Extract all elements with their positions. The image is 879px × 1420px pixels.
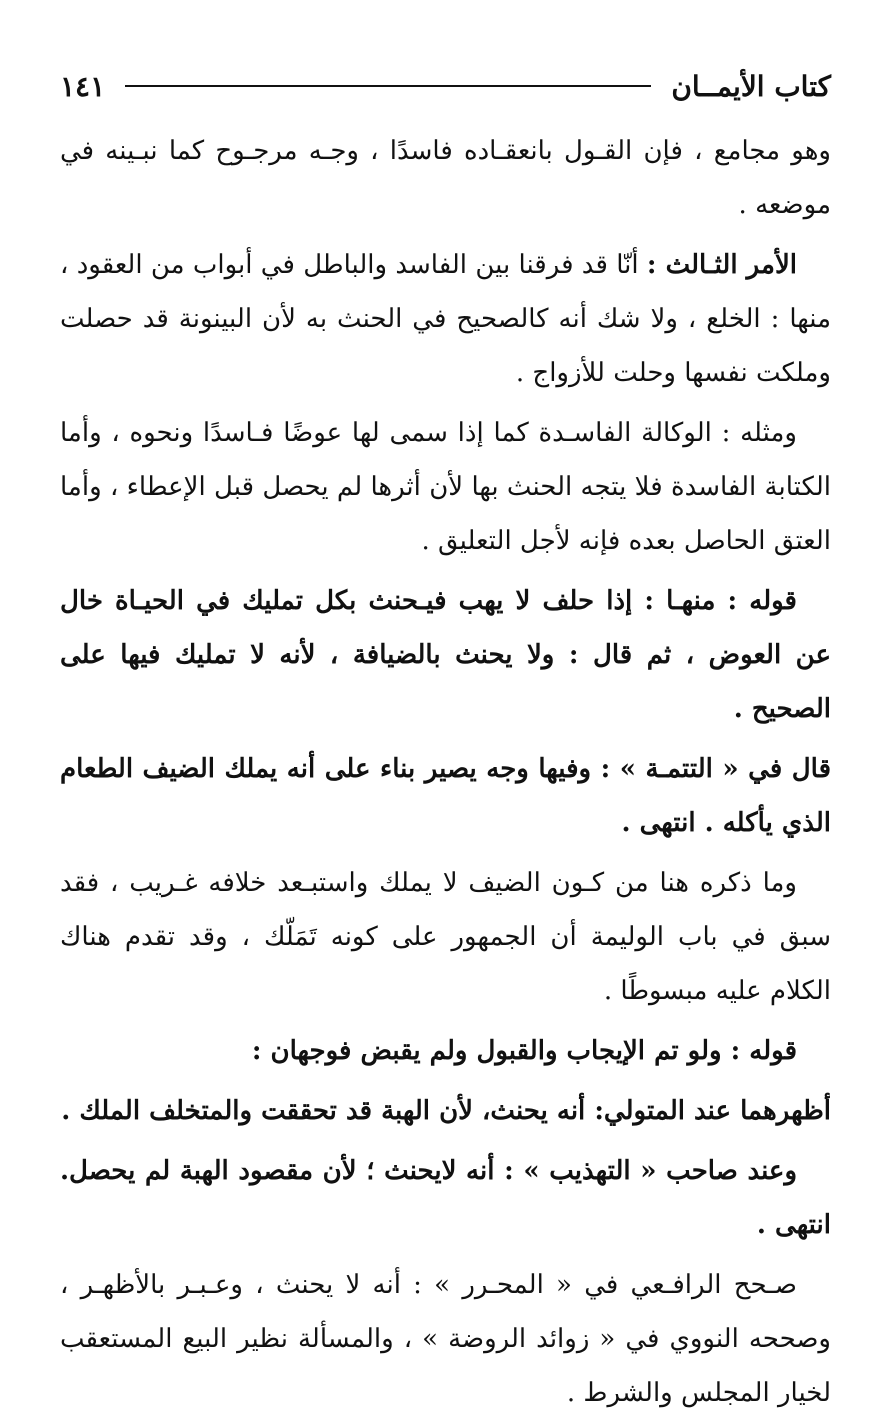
paragraph-6 (60, 856, 831, 1018)
paragraph-text: صـحح الرافـعي في « المحـرر » : أنه لا يحنث ، وعـبـر بالأظهـر ، وصححه النووي في « زوائد الروضة » ، والمسألة نظير البيع المستعقب لخيار المجلس والشرط . (60, 1270, 831, 1408)
paragraph-text: ومثله : الوكالة الفاسـدة كما إذا سمى لها عوضًا فـاسدًا ونحوه ، وأما الكتابة الفاسدة فلا يتجه الحنث بها لأن أثرها لم يحصل قبل الإعطاء ، وأما العتق الحاصل بعده فإنه لأجل التعليق . (60, 418, 831, 556)
paragraph-4 (60, 574, 831, 736)
page-number: ١٤١ (60, 69, 106, 103)
paragraph-text: قال في « التتمـة » : وفيها وجه يصير بناء على أنه يملك الضيف الطعام الذي يأكله . انتهى . (60, 754, 831, 838)
paragraph-text: قوله : منهـا : إذا حلف لا يهب فيـحنث بكل تمليك في الحيـاة خال عن العوض ، ثم قال : ولا يحنث بالضيافة ، لأنه لا تمليك فيها على الصحيح . (60, 586, 831, 724)
paragraph-8 (60, 1084, 831, 1138)
paragraph-text: قوله : ولو تم الإيجاب والقبول ولم يقبض فوجهان : (251, 1036, 797, 1066)
paragraph-text: وعند صاحب « التهذيب » : أنه لايحنث ؛ لأن مقصود الهبة لم يحصل. انتهى . (60, 1156, 831, 1240)
paragraph-1 (60, 124, 831, 232)
paragraph-3 (60, 406, 831, 568)
paragraph-text: أنّا قد فرقنا بين الفاسد والباطل في أبواب من العقود ، منها : الخلع ، ولا شك أنه كالصحيح في الحنث به لأن البينونة قد حصلت وملكت نفسها وحلت للأزواج . (60, 250, 831, 388)
paragraph-text: وما ذكره هنا من كـون الضيف لا يملك واستبـعد خلافه غـريب ، فقد سبق في باب الوليمة أن الجمهور على كونه تَمَلّك ، وقد تقدم هناك الكلام عليه مبسوطًا . (60, 868, 831, 1006)
paragraph-text: وهو مجامع ، فإن القـول بانعقـاده فاسدًا ، وجـه مرجـوح كما نبـينه في موضعه . (60, 136, 831, 220)
running-title: كتاب الأيمــان (671, 69, 831, 103)
paragraph-2 (60, 238, 831, 400)
paragraph-9 (60, 1144, 831, 1252)
page-header (60, 58, 831, 114)
paragraph-7 (60, 1024, 831, 1078)
paragraph-10 (60, 1258, 831, 1420)
paragraph-5 (60, 742, 831, 850)
body-text (60, 124, 831, 1420)
paragraph-text: أظهرهما عند المتولي: أنه يحنث، لأن الهبة قد تحققت والمتخلف الملك . (61, 1096, 831, 1126)
header-rule (125, 85, 651, 87)
paragraph-lead: الأمر الثـالث : (646, 250, 797, 280)
